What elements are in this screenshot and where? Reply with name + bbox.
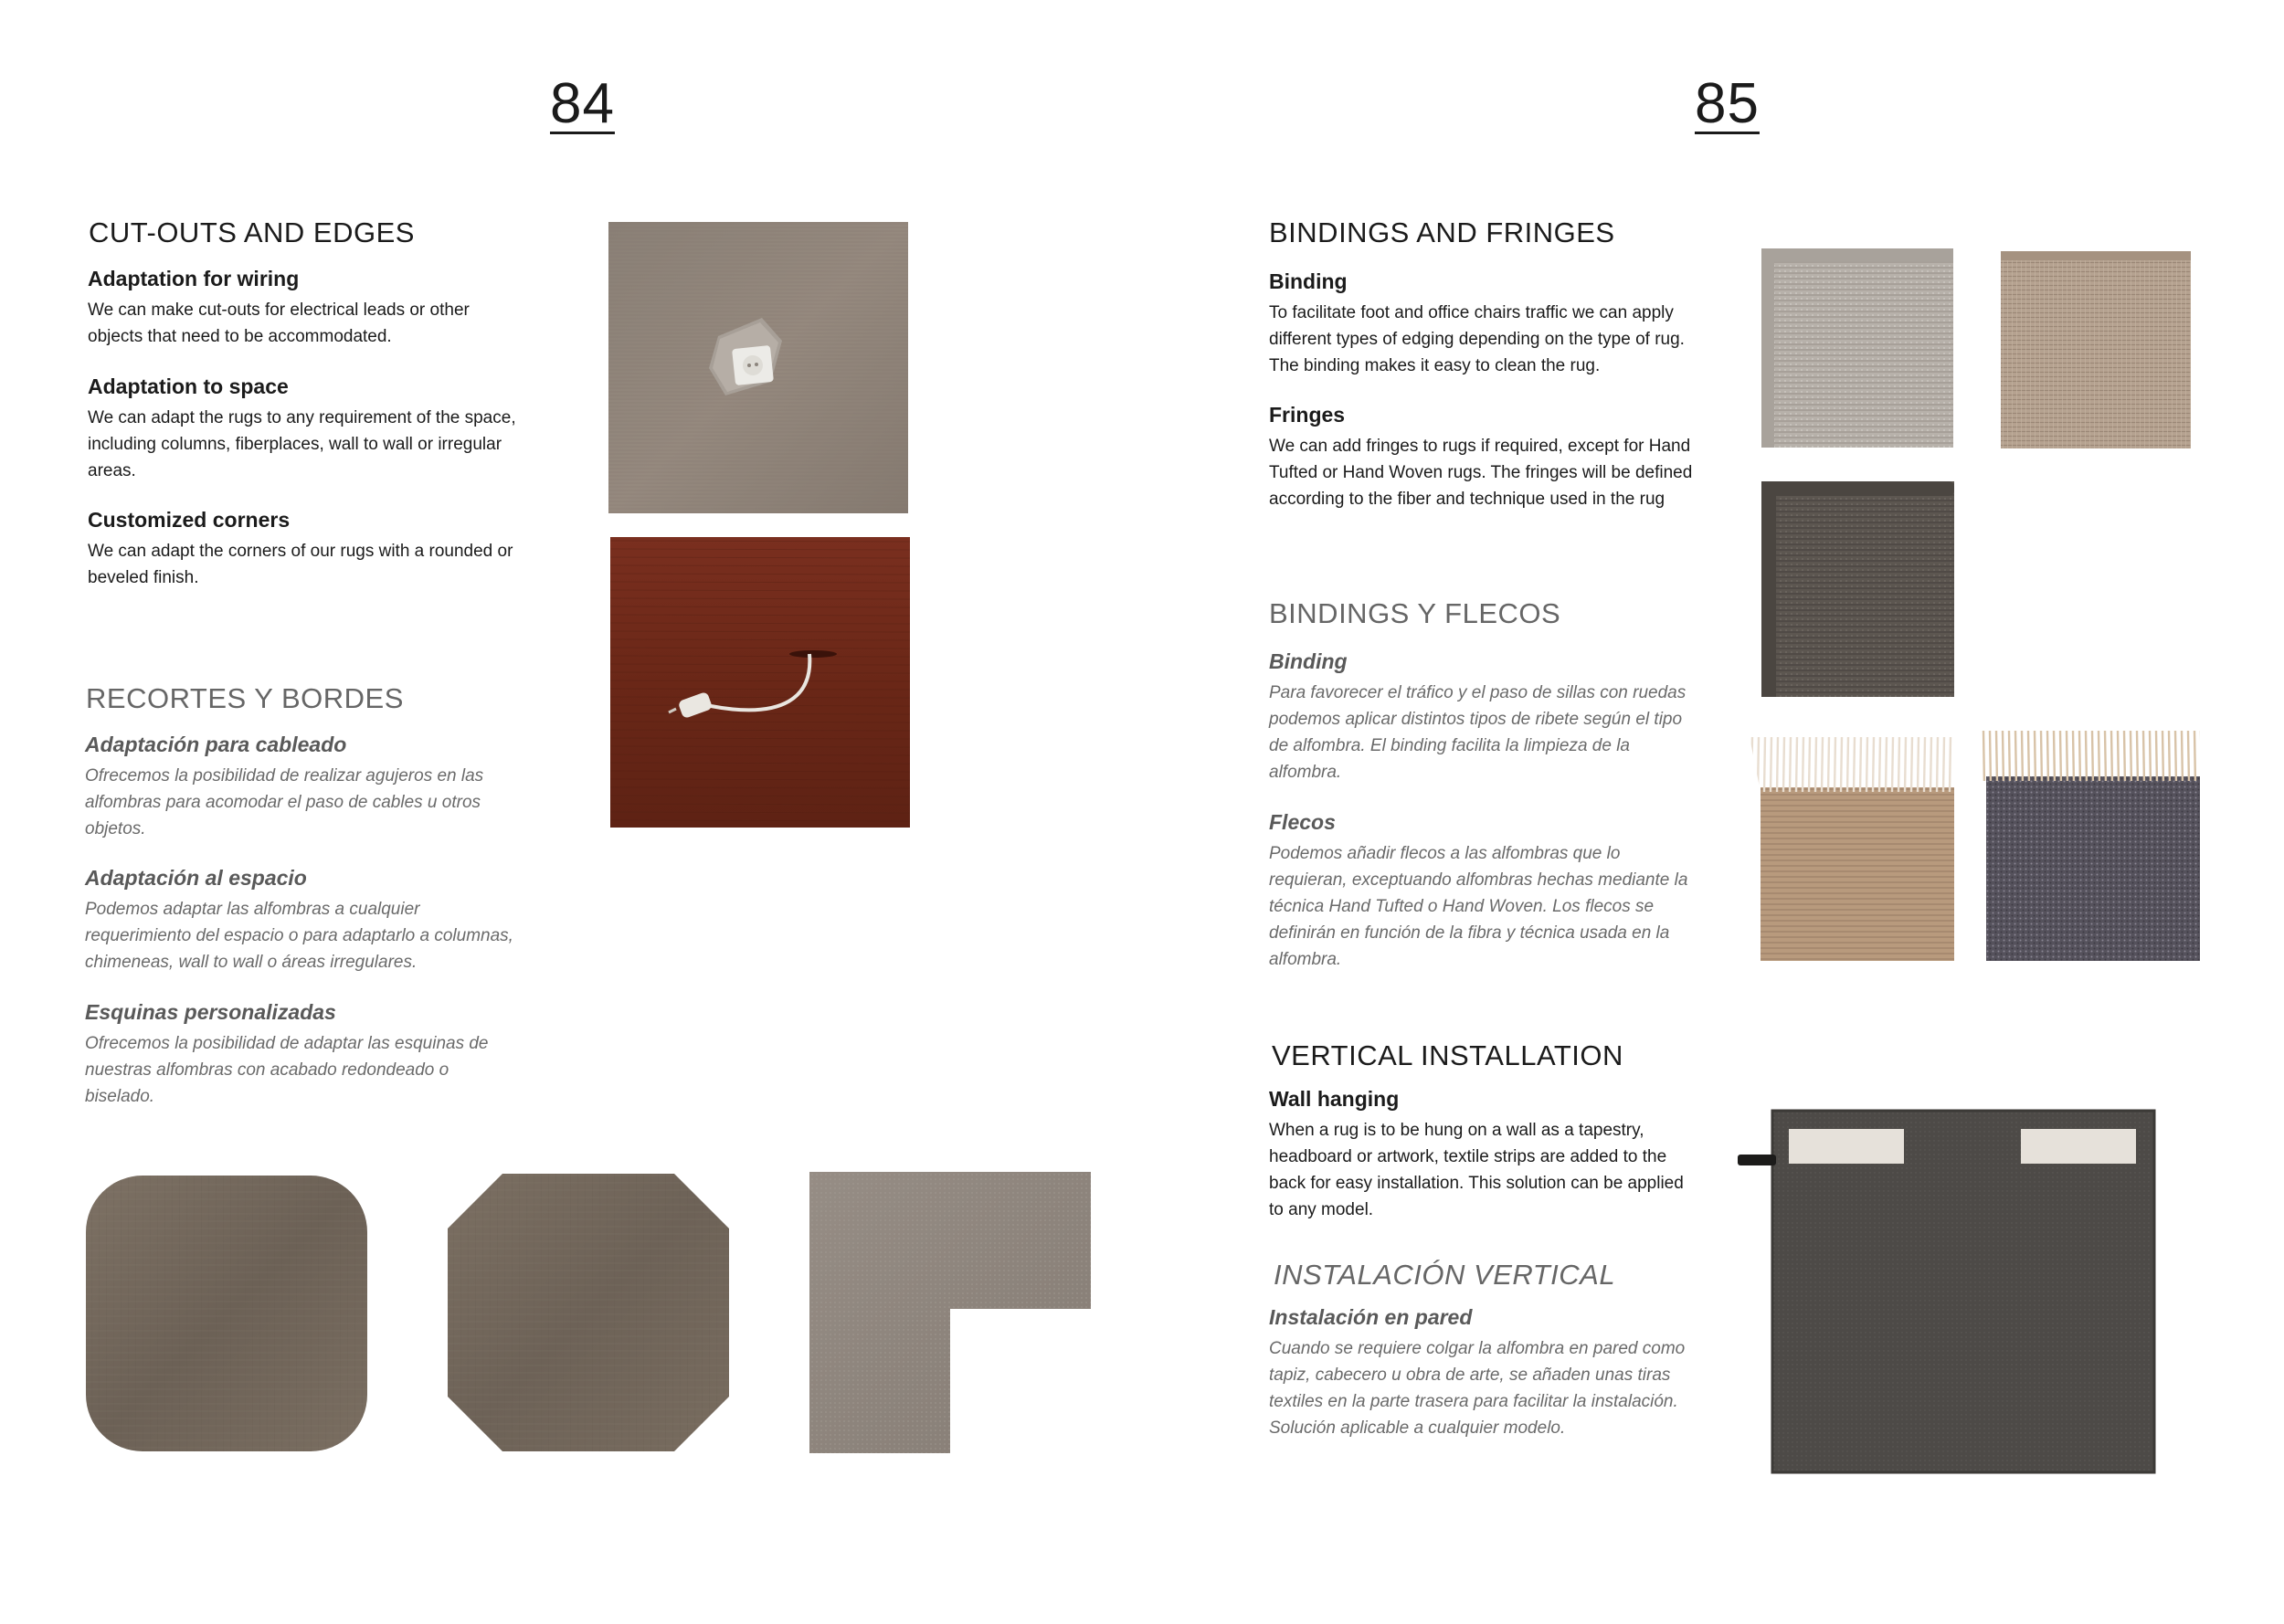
item-binding-es xyxy=(1269,649,1698,786)
item-flecos xyxy=(1269,810,1698,973)
item-adaptacion-espacio xyxy=(85,866,514,975)
item-title: Flecos xyxy=(1269,810,1336,834)
item-adaptation-wiring xyxy=(88,267,517,350)
heading-bindings-flecos: BINDINGS Y FLECOS xyxy=(1269,597,1561,629)
item-title: Instalación en pared xyxy=(1269,1305,1473,1329)
item-title: Customized corners xyxy=(88,508,291,532)
item-text: When a rug is to be hung on a wall as a tapestry, headboard or artwork, textile strips are added to the back for easy installation. This solution can be applied to any model. xyxy=(1269,1121,1684,1219)
socket-cutout-photo xyxy=(608,222,908,513)
wall-hanging-rug-photo xyxy=(1736,1107,2162,1476)
item-text: Ofrecemos la posibilidad de adaptar las esquinas de nuestras alfombras con acabado redondeado o biselado. xyxy=(85,1034,489,1106)
item-binding xyxy=(1269,269,1698,379)
heading-instalacion-vertical: INSTALACIÓN VERTICAL xyxy=(1274,1259,1616,1291)
item-text: Podemos añadir flecos a las alfombras que lo requieran, exceptuando alfombras hechas mediante la técnica Hand Tufted o Hand Woven. Los flecos se definirán en función de la fibra y técnica usada en la alfombra. xyxy=(1269,844,1688,969)
binding-swatch-beige xyxy=(2001,251,2191,448)
item-title: Adaptación para cableado xyxy=(85,733,347,756)
item-title: Binding xyxy=(1269,649,1348,673)
rounded-corner-rug xyxy=(84,1174,369,1453)
item-esquinas xyxy=(85,1000,514,1110)
item-wall-hanging xyxy=(1269,1087,1698,1223)
item-adaptation-space xyxy=(88,374,517,484)
item-text: Cuando se requiere colgar la alfombra en pared como tapiz, cabecero u obra de arte, se añaden unas tiras textiles en la parte trasera para facilitar la instalación. Solución aplicable a cualquier modelo. xyxy=(1269,1339,1686,1438)
page-number-left: 84 xyxy=(550,72,615,135)
heading-recortes: RECORTES Y BORDES xyxy=(86,682,404,714)
binding-swatch-dark xyxy=(1761,481,1954,697)
item-title: Esquinas personalizadas xyxy=(85,1000,336,1024)
item-text: Podemos adaptar las alfombras a cualquier requerimiento del espacio o para adaptarlo a columnas, chimeneas, wall to wall o áreas irregulares. xyxy=(85,900,513,972)
item-text: To facilitate foot and office chairs traffic we can apply different types of edging depending on the type of rug. The binding makes it easy to clean the rug. xyxy=(1269,303,1685,375)
item-title: Binding xyxy=(1269,269,1348,293)
item-title: Adaptation for wiring xyxy=(88,267,300,290)
fringe-swatch-dark xyxy=(1981,731,2200,961)
item-title: Adaptation to space xyxy=(88,374,289,398)
beveled-corner-rug xyxy=(446,1172,731,1453)
heading-bindings-fringes: BINDINGS AND FRINGES xyxy=(1269,216,1615,248)
heading-cut-outs: CUT-OUTS AND EDGES xyxy=(89,216,415,248)
item-title: Adaptación al espacio xyxy=(85,866,307,890)
item-text: We can adapt the rugs to any requirement of the space, including columns, fiberplaces, wall to wall or irregular areas. xyxy=(88,408,516,480)
item-instalacion-pared xyxy=(1269,1305,1698,1441)
item-title: Wall hanging xyxy=(1269,1087,1400,1111)
item-text: We can make cut-outs for electrical leads or other objects that need to be accommodated. xyxy=(88,301,470,346)
item-fringes xyxy=(1269,403,1698,512)
item-adaptacion-cableado xyxy=(85,733,514,842)
cable-cutout-photo xyxy=(610,537,910,828)
item-text: Ofrecemos la posibilidad de realizar agujeros en las alfombras para acomodar el paso de cables u otros objetos. xyxy=(85,766,484,838)
binding-swatch-light xyxy=(1761,248,1953,448)
fringe-swatch-tan xyxy=(1750,737,1954,961)
item-text: We can add fringes to rugs if required, except for Hand Tufted or Hand Woven rugs. The fringes will be defined according to the fiber and technique used in the rug xyxy=(1269,437,1693,509)
item-title: Fringes xyxy=(1269,403,1346,427)
heading-vertical-installation: VERTICAL INSTALLATION xyxy=(1272,1039,1623,1071)
item-text: We can adapt the corners of our rugs with a rounded or beveled finish. xyxy=(88,542,513,587)
item-customized-corners xyxy=(88,508,517,591)
item-text: Para favorecer el tráfico y el paso de sillas con ruedas podemos aplicar distintos tipos de ribete según el tipo de alfombra. El binding facilita la limpieza de la alfombra. xyxy=(1269,683,1687,782)
page-number-right: 85 xyxy=(1695,72,1760,135)
l-shaped-rug xyxy=(806,1168,1093,1455)
